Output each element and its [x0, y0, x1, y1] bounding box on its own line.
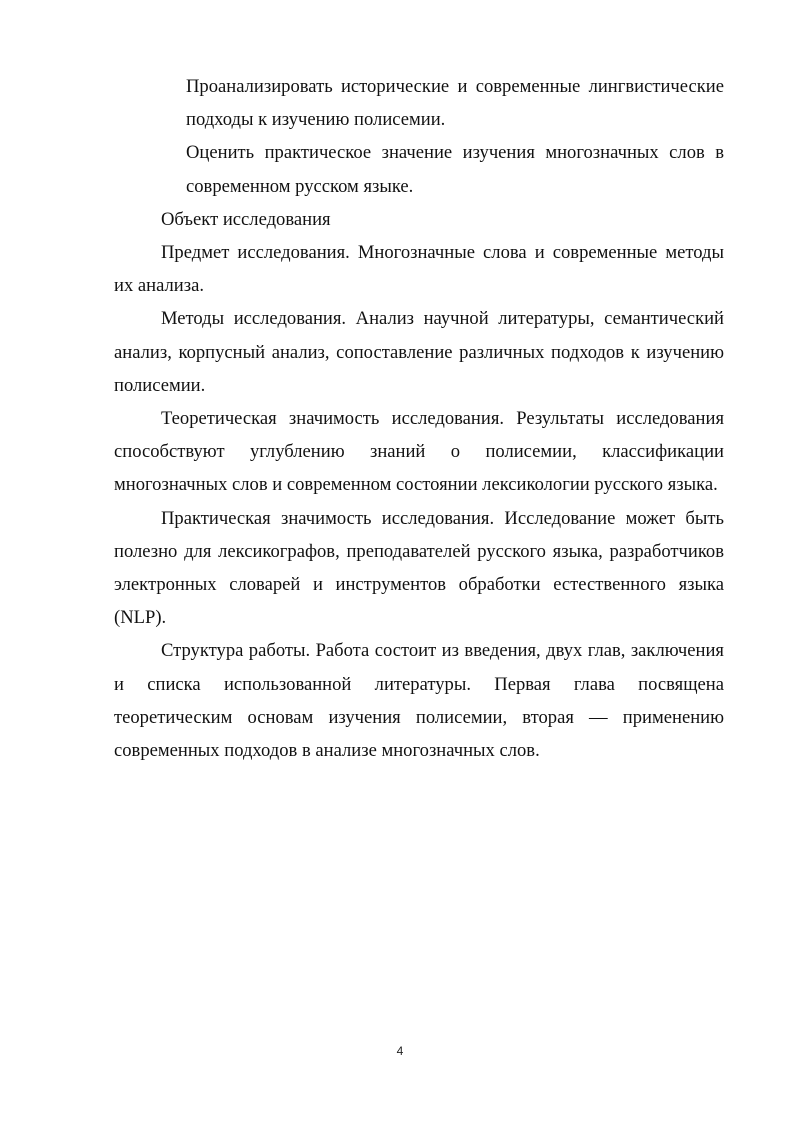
paragraph-methods: Методы исследования. Анализ научной литературы, семантический анализ, корпусный анализ, сопоставление различных подходов к изучению полисемии.: [114, 308, 724, 396]
task-item: Оценить практическое значение изучения многозначных слов в современном русском языке.: [186, 142, 724, 197]
paragraph-practical-significance: Практическая значимость исследования. Исследование может быть полезно для лексикографов, преподавателей русского языка, разработчиков электронных словарей и инструментов обработки естественного языка (NLP).: [114, 507, 724, 629]
paragraph-subject: Предмет исследования. Многозначные слова и современные методы их анализа.: [114, 242, 724, 297]
paragraph-object: Объект исследования: [161, 208, 331, 230]
paragraph-structure: Структура работы. Работа состоит из введения, двух глав, заключения и списка использованной литературы. Первая глава посвящена теоретическим основам изучения полисемии, вторая — применению современных подходов в анализе многозначных слов.: [114, 640, 724, 762]
body-text: [114, 70, 724, 767]
task-item: Проанализировать исторические и современные лингвистические подходы к изучению полисемии.: [186, 76, 724, 131]
page-number: 4: [396, 1044, 404, 1058]
paragraph-theoretical-significance: Теоретическая значимость исследования. Результаты исследования способствуют углублению знаний о полисемии, классификации многозначных слов и современном состоянии лексикологии русского языка.: [114, 408, 724, 496]
